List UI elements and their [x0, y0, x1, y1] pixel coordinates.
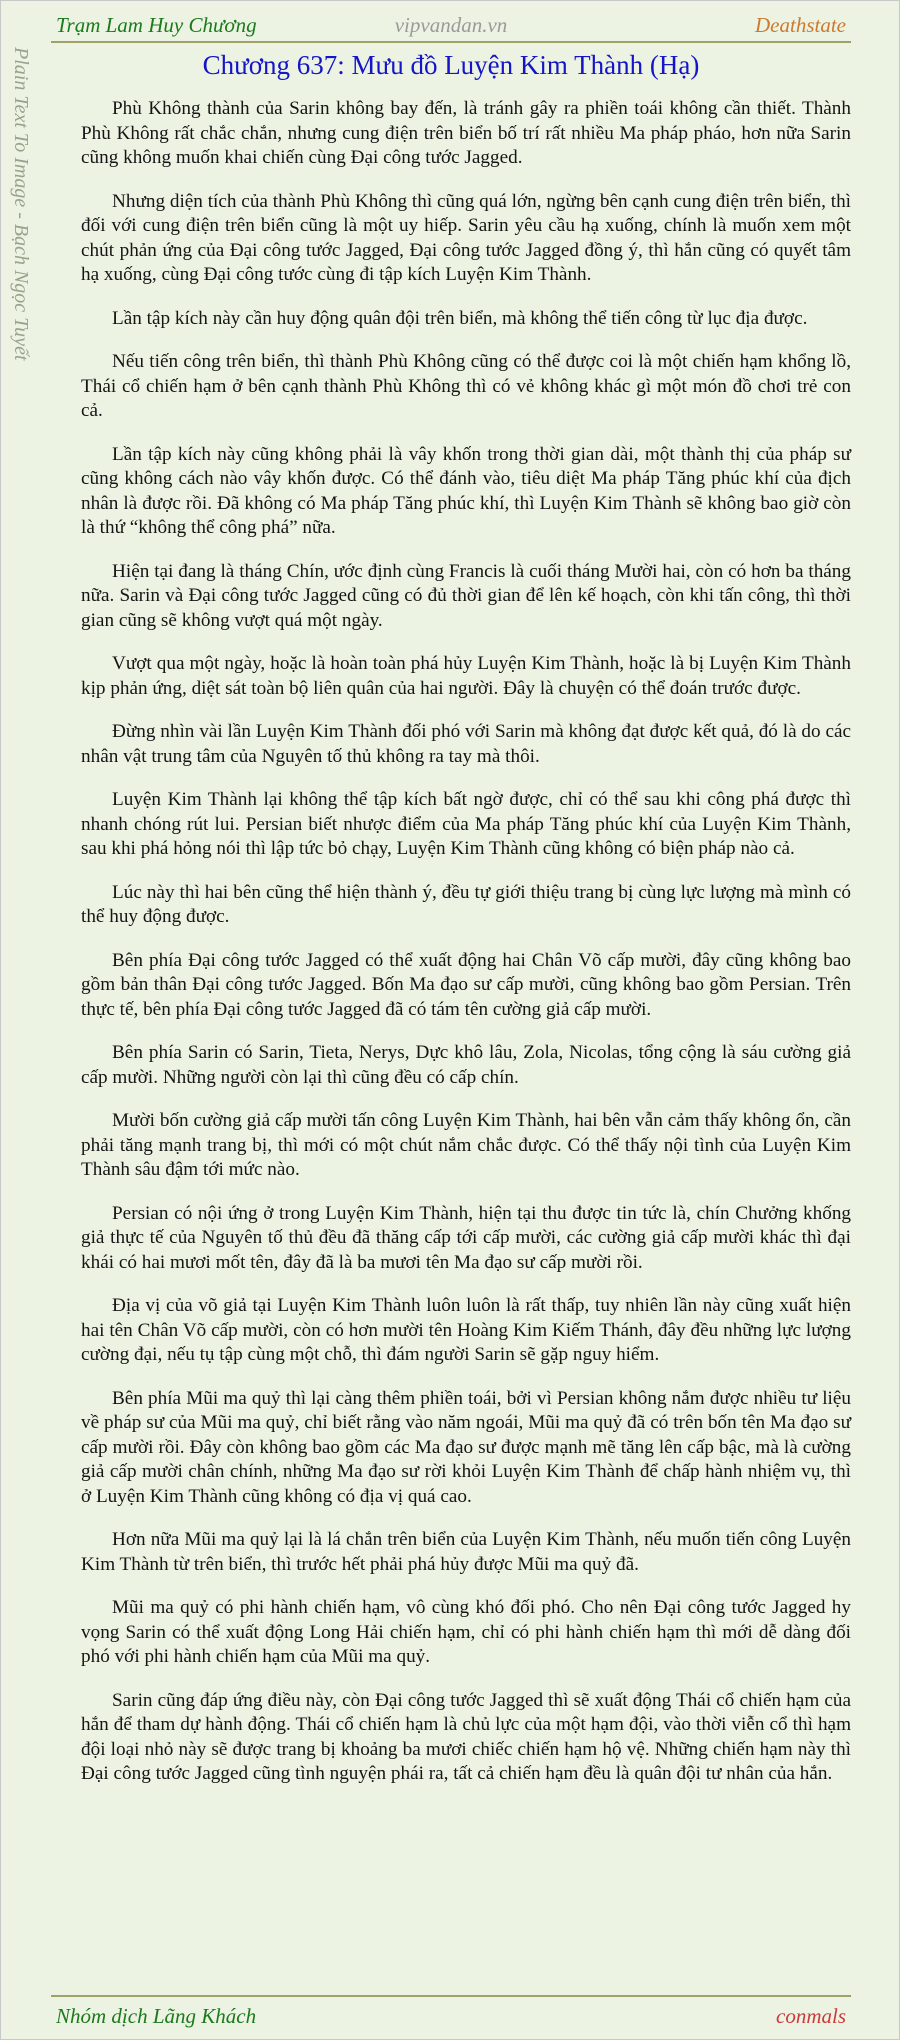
translation-group: Nhóm dịch Lãng Khách	[56, 2004, 257, 2028]
paragraph: Địa vị của võ giả tại Luyện Kim Thành luôn luôn là rất thấp, tuy nhiên lần này cũng xuất hiện hai tên Chân Võ cấp mười, còn có hơn mười tên Hoàng Kim Kiếm Thánh, đây đều những lực lượng cường đại, nếu tụ tập cùng một chỗ, thì đám người Sarin sẽ gặp nguy hiểm.	[81, 1295, 851, 1365]
paragraph: Lúc này thì hai bên cũng thể hiện thành ý, đều tự giới thiệu trang bị cùng lực lượng mà mình có thể huy động được.	[81, 881, 851, 927]
paragraph: Đừng nhìn vài lần Luyện Kim Thành đối phó với Sarin mà không đạt được kết quả, đó là do các nhân vật trung tâm của Nguyên tố thủ không ra tay mà thôi.	[81, 721, 851, 767]
page-footer	[51, 1995, 851, 2033]
chapter-title: Chương 637: Mưu đồ Luyện Kim Thành (Hạ)	[202, 50, 700, 80]
paragraph: Lần tập kích này cần huy động quân đội trên biển, mà không thể tiến công từ lục địa được.	[112, 307, 808, 329]
paragraph: Persian có nội ứng ở trong Luyện Kim Thành, hiện tại thu được tin tức là, chín Chưởng khống giả thực tế của Nguyên tố thủ đều đã thăng cấp tới cấp mười, các cường giả cấp mười khác thì đại khái có hai mươi mốt tên, đây đã là ba mươi tên Ma đạo sư cấp mười rồi.	[81, 1202, 851, 1273]
paragraph: Lần tập kích này cũng không phải là vây khốn trong thời gian dài, một thành thị của pháp sư cũng không cách nào vây khốn được. Có thể đánh vào, tiêu diệt Ma pháp Tăng phúc khí của địch nhân là được rồi. Đã không có Ma pháp Tăng phúc khí, thì Luyện Kim Thành sẽ không bao giờ còn là thứ “không thể công phá” nữa.	[81, 443, 851, 538]
side-watermark-text: Plain Text To Image - Bạch Ngọc Tuyết	[10, 47, 32, 361]
editor-credit: conmals	[776, 2004, 846, 2028]
paragraph: Phù Không thành của Sarin không bay đến, là tránh gây ra phiền toái không cần thiết. Thành Phù Không rất chắc chắn, nhưng cung điện trên biển bố trí rất nhiều Ma pháp pháo, hơn nữa Sarin cũng không muốn khai chiến cùng Đại công tước Jagged.	[81, 98, 851, 168]
paragraph: Bên phía Mũi ma quỷ thì lại càng thêm phiền toái, bởi vì Persian không nắm được nhiều tư liệu về pháp sư của Mũi ma quỷ, chỉ biết rằng vào năm ngoái, Mũi ma quỷ đã có trên bốn tên Ma đạo sư cấp mười rồi. Đây còn không bao gồm các Ma đạo sư được mạnh mẽ tăng lên cấp bậc, mà là cường giả cấp mười chân chính, những Ma đạo sư rời khỏi Luyện Kim Thành để chấp hành nhiệm vụ, thì ở Luyện Kim Thành cũng không có địa vị quá cao.	[81, 1387, 851, 1507]
paragraph: Sarin cũng đáp ứng điều này, còn Đại công tước Jagged thì sẽ xuất động Thái cổ chiến hạm của hắn để tham dự hành động. Thái cổ chiến hạm là chủ lực của một hạm đội, vào thời viễn cổ thì hạm đội loại nhỏ này sẽ được trang bị khoảng ba mươi chiếc chiến hạm hộ vệ. Những chiến hạm này thì Đại công tước Jagged cũng tình nguyện phái ra, tất cả chiến hạm đều là quân đội tư nhân của hắn.	[81, 1689, 851, 1784]
paragraph: Nhưng diện tích của thành Phù Không thì cũng quá lớn, ngừng bên cạnh cung điện trên biển, thì đối với cung điện trên biển cũng là một uy hiếp. Sarin yêu cầu hạ xuống, chính là muốn xem một chút phản ứng của Đại công tước Jagged, Đại công tước Jagged đồng ý, thì hắn cũng có quyết tâm hạ xuống, cùng Đại công tước cùng đi tập kích Luyện Kim Thành.	[81, 190, 851, 285]
chapter-body	[81, 97, 851, 1806]
side-watermark	[9, 47, 43, 407]
paragraph: Bên phía Sarin có Sarin, Tieta, Nerys, Dực khô lâu, Zola, Nicolas, tổng cộng là sáu cường giả cấp mười. Những người còn lại thì cũng đều có cấp chín.	[81, 1042, 851, 1088]
source-site: vipvandan.vn	[394, 13, 508, 37]
paragraph: Hiện tại đang là tháng Chín, ước định cùng Francis là cuối tháng Mười hai, còn có hơn ba tháng nữa. Sarin và Đại công tước Jagged cũng có đủ thời gian để lên kế hoạch, còn khi tấn công, thì thời gian cũng sẽ không vượt quá một ngày.	[81, 560, 851, 631]
paragraph: Nếu tiến công trên biển, thì thành Phù Không cũng có thể được coi là một chiến hạm khổng lồ, Thái cổ chiến hạm ở bên cạnh thành Phù Không thì có vẻ không khác gì một món đồ chơi trẻ con cả.	[81, 351, 851, 421]
paragraph: Vượt qua một ngày, hoặc là hoàn toàn phá hủy Luyện Kim Thành, hoặc là bị Luyện Kim Thành kịp phản ứng, diệt sát toàn bộ liên quân của hai người. Đây là chuyện có thể đoán trước được.	[81, 653, 851, 699]
paragraph: Mười bốn cường giả cấp mười tấn công Luyện Kim Thành, hai bên vẫn cảm thấy không ổn, cần phải tăng mạnh trang bị, thì mới có một chút nắm chắc được. Có thể thấy nội tình của Luyện Kim Thành sâu đậm tới mức nào.	[81, 1110, 851, 1180]
paragraph: Bên phía Đại công tước Jagged có thể xuất động hai Chân Võ cấp mười, đây cũng không bao gồm bản thân Đại công tước Jagged. Bốn Ma đạo sư cấp mười, cũng không bao gồm Persian. Trên thực tế, bên phía Đại công tước Jagged đã có tám tên cường giả cấp mười.	[81, 949, 851, 1020]
translator-credit: Trạm Lam Huy Chương	[56, 13, 257, 37]
page-header	[51, 9, 851, 43]
paragraph: Luyện Kim Thành lại không thể tập kích bất ngờ được, chỉ có thể sau khi công phá được thì nhanh chóng rút lui. Persian biết nhược điểm của Ma pháp Tăng phúc khí của Luyện Kim Thành, sau khi phá hỏng nói thì lập tức bỏ chạy, Luyện Kim Thành cũng không có biện pháp nào cả.	[81, 789, 851, 859]
paragraph: Hơn nữa Mũi ma quỷ lại là lá chắn trên biển của Luyện Kim Thành, nếu muốn tiến công Luyện Kim Thành từ trên biển, thì trước hết phải phá hủy được Mũi ma quỷ đã.	[81, 1529, 851, 1575]
author-credit: Deathstate	[755, 13, 846, 37]
paragraph: Mũi ma quỷ có phi hành chiến hạm, vô cùng khó đối phó. Cho nên Đại công tước Jagged hy vọng Sarin có thể xuất động Long Hải chiến hạm, chỉ có phi hành chiến hạm thì mới dễ dàng đối phó với phi hành chiến hạm của Mũi ma quỷ.	[81, 1597, 851, 1667]
